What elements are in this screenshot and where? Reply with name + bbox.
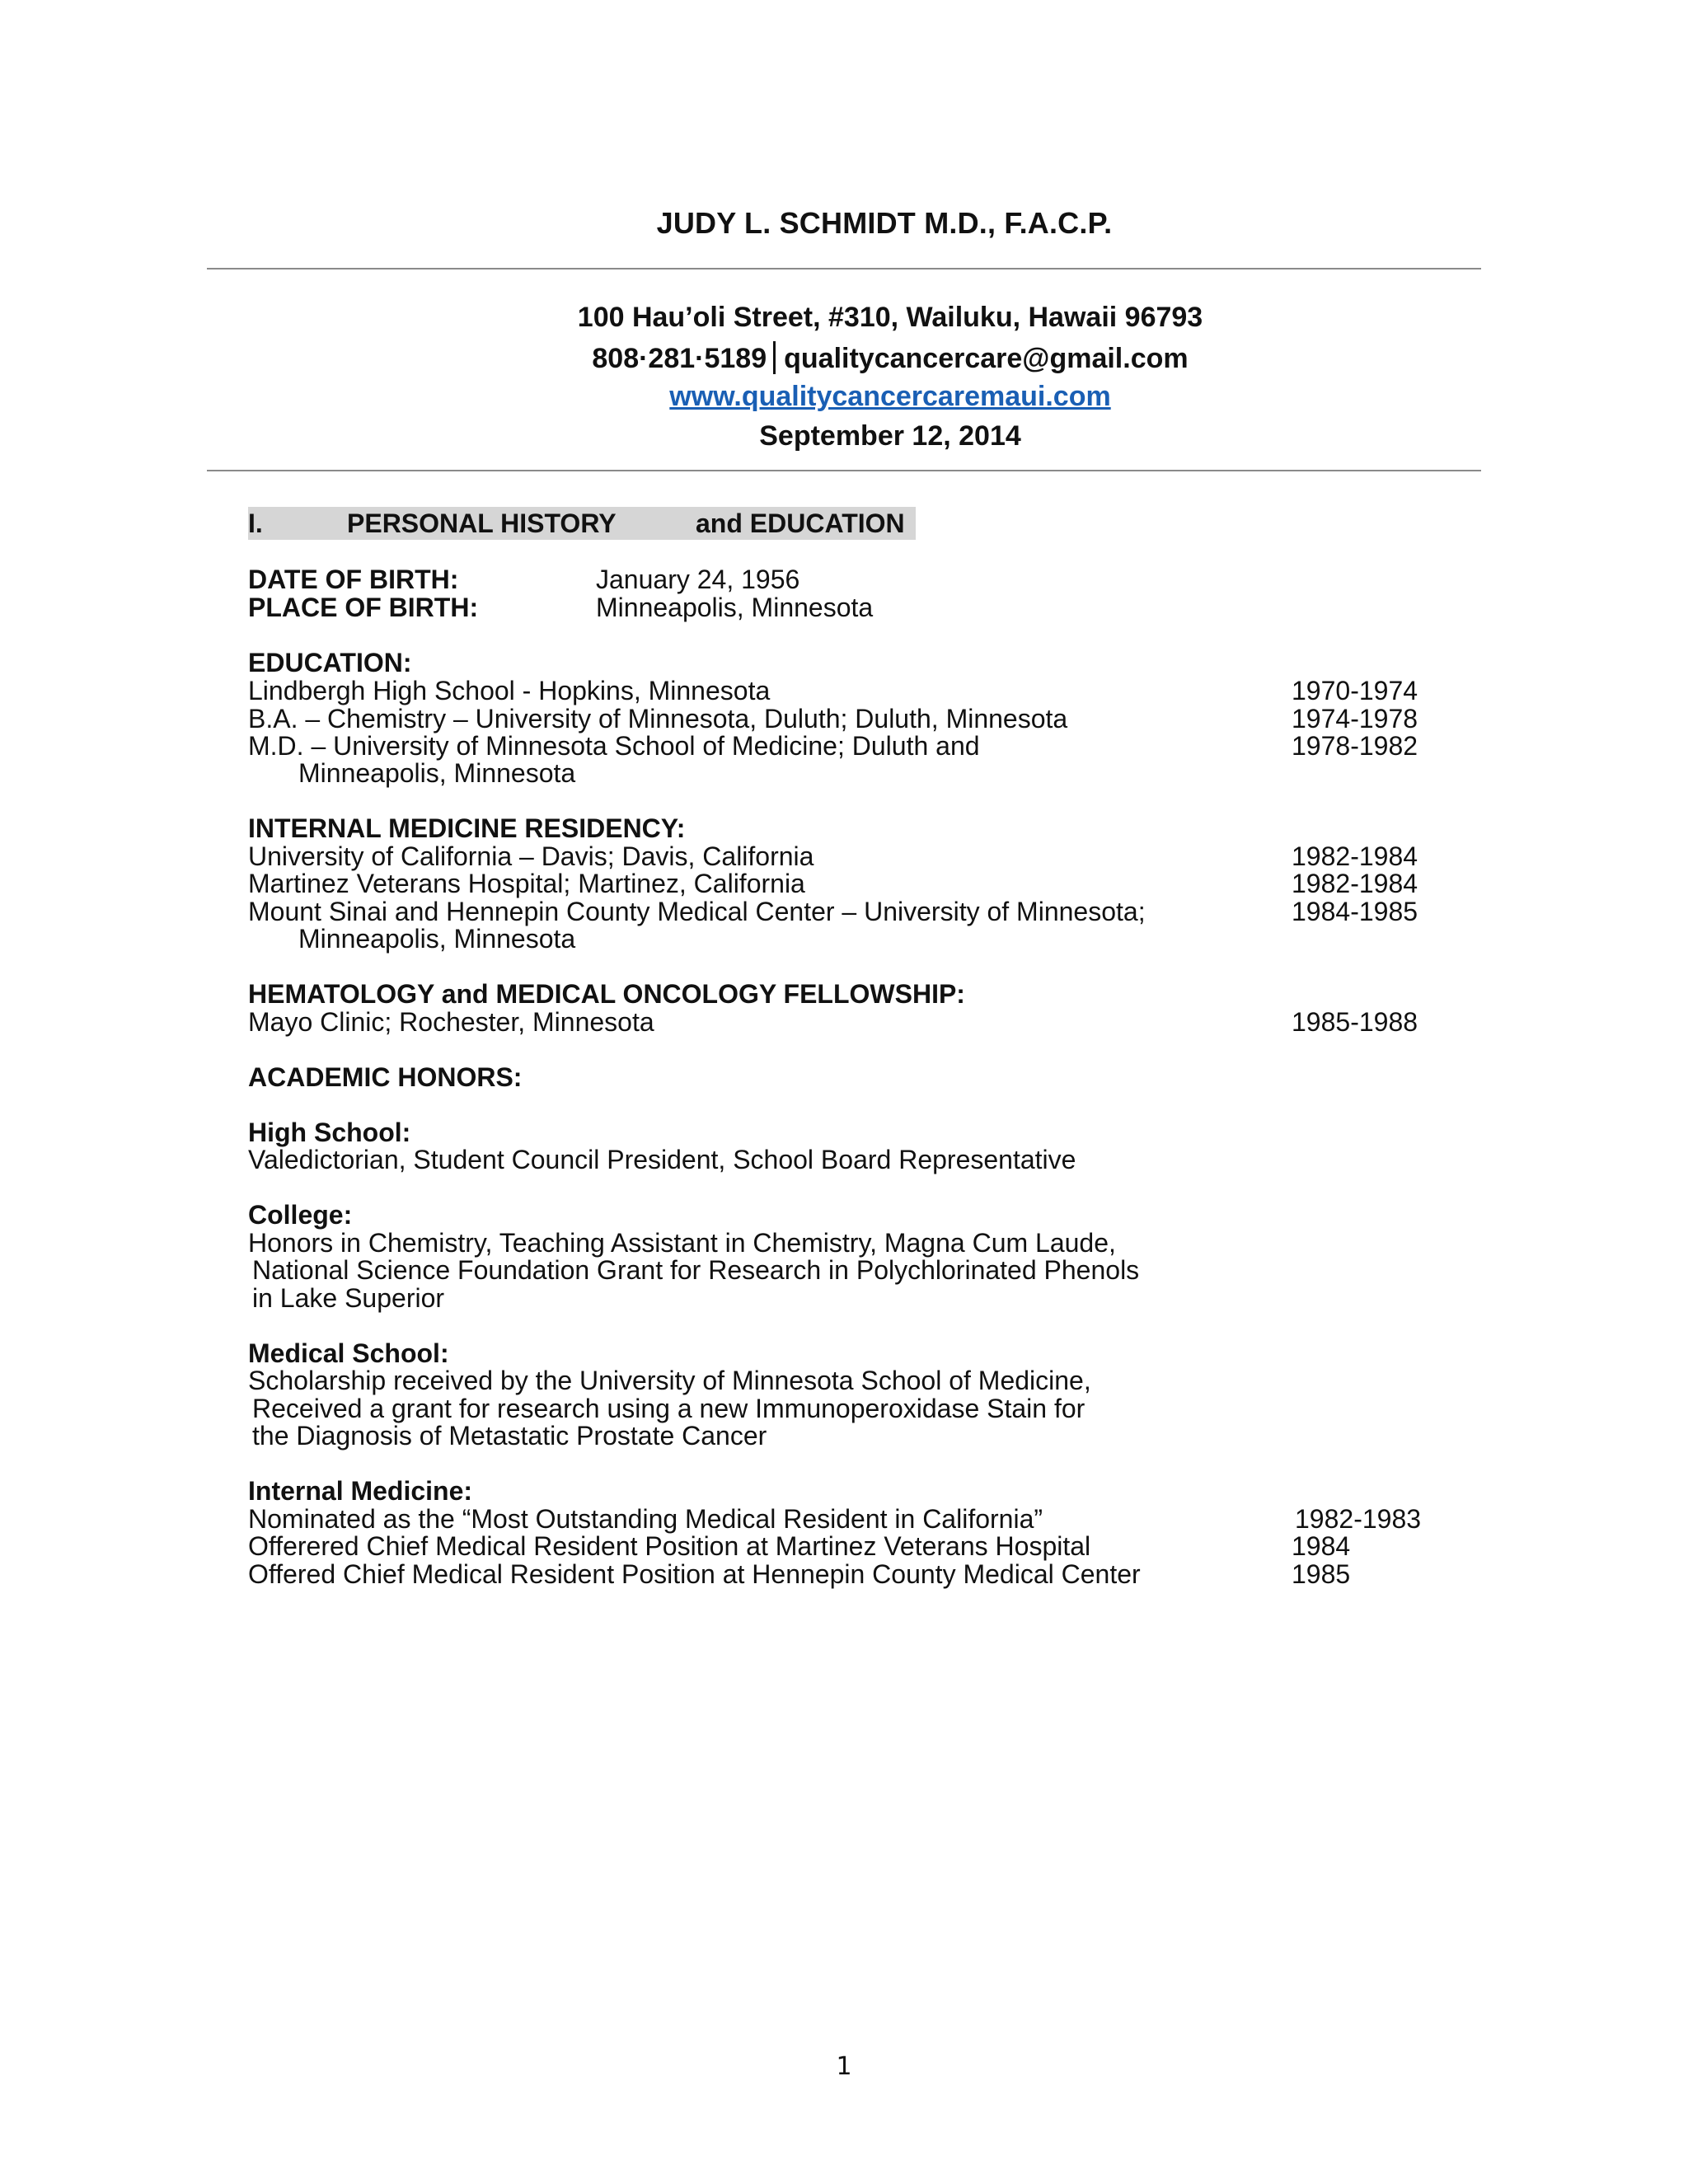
section-title-part2: and EDUCATION: [696, 509, 905, 538]
education-item: Lindbergh High School - Hopkins, Minnesota: [248, 676, 771, 705]
education-years: 1978-1982: [1292, 731, 1418, 761]
honors-heading: ACADEMIC HONORS:: [248, 1062, 523, 1092]
internal-medicine-years: 1984: [1292, 1531, 1351, 1561]
phone-number: 808·281·5189: [592, 343, 767, 374]
internal-medicine-honor: Offered Chief Medical Resident Position at Hennepin County Medical Center: [248, 1559, 1141, 1589]
residency-years: 1984-1985: [1292, 897, 1418, 926]
residency-years: 1982-1984: [1292, 869, 1418, 898]
internal-medicine-years: 1985: [1292, 1559, 1351, 1589]
residency-item: University of California – Davis; Davis, California: [248, 841, 814, 871]
medical-school-honor-line: Received a grant for research using a new Immunoperoxidase Stain for: [252, 1394, 1085, 1423]
residency-item: Mount Sinai and Hennepin County Medical Center – University of Minnesota;: [248, 897, 1146, 926]
internal-medicine-honor: Nominated as the “Most Outstanding Medical Resident in California”: [248, 1504, 1043, 1534]
section-title-part1: PERSONAL HISTORY: [347, 509, 617, 538]
header-bottom-rule: [207, 470, 1481, 471]
pob-value: Minneapolis, Minnesota: [596, 593, 874, 622]
education-years: 1970-1974: [1292, 676, 1418, 705]
separator-bar: [773, 341, 776, 374]
education-years: 1974-1978: [1292, 704, 1418, 733]
internal-medicine-heading: Internal Medicine:: [248, 1476, 473, 1506]
medical-school-honor-line: Scholarship received by the University of Minnesota School of Medicine,: [248, 1366, 1091, 1395]
residency-item-continued: Minneapolis, Minnesota: [298, 924, 576, 954]
fellowship-item: Mayo Clinic; Rochester, Minnesota: [248, 1007, 654, 1037]
medical-school-heading: Medical School:: [248, 1338, 449, 1368]
dob-value: January 24, 1956: [596, 565, 800, 594]
header-top-rule: [207, 268, 1481, 269]
education-item-continued: Minneapolis, Minnesota: [298, 758, 576, 788]
website-line: [0, 381, 1688, 413]
email-address[interactable]: qualitycancercare@gmail.com: [784, 343, 1189, 374]
education-item: M.D. – University of Minnesota School of Medicine; Duluth and: [248, 731, 980, 761]
section-number: I.: [248, 509, 263, 538]
page-number: 1: [836, 2052, 852, 2081]
dob-label: DATE OF BIRTH:: [248, 565, 459, 594]
document-date: September 12, 2014: [759, 420, 1021, 452]
education-heading: EDUCATION:: [248, 648, 412, 677]
internal-medicine-years: 1982-1983: [1295, 1504, 1422, 1534]
address: 100 Hau’oli Street, #310, Wailuku, Hawaii 96793: [577, 302, 1203, 333]
college-honor-line: in Lake Superior: [252, 1283, 445, 1313]
residency-item: Martinez Veterans Hospital; Martinez, California: [248, 869, 805, 898]
education-item: B.A. – Chemistry – University of Minnesota, Duluth; Duluth, Minnesota: [248, 704, 1068, 733]
fellowship-heading: HEMATOLOGY and MEDICAL ONCOLOGY FELLOWSHIP:: [248, 979, 965, 1009]
high-school-heading: High School:: [248, 1118, 411, 1147]
fellowship-years: 1985-1988: [1292, 1007, 1418, 1037]
residency-heading: INTERNAL MEDICINE RESIDENCY:: [248, 813, 686, 843]
pob-label: PLACE OF BIRTH:: [248, 593, 479, 622]
section-heading: [248, 507, 916, 540]
internal-medicine-honor: Offerered Chief Medical Resident Position at Martinez Veterans Hospital: [248, 1531, 1091, 1561]
college-honor-line: National Science Foundation Grant for Research in Polychlorinated Phenols: [252, 1255, 1140, 1285]
college-heading: College:: [248, 1200, 353, 1230]
high-school-honor: Valedictorian, Student Council President, School Board Representative: [248, 1145, 1076, 1174]
college-honor-line: Honors in Chemistry, Teaching Assistant in Chemistry, Magna Cum Laude,: [248, 1228, 1116, 1258]
website-link[interactable]: www.qualitycancercaremaui.com: [669, 381, 1111, 412]
medical-school-honor-line: the Diagnosis of Metastatic Prostate Cancer: [252, 1421, 767, 1451]
residency-years: 1982-1984: [1292, 841, 1418, 871]
contact-line: [0, 341, 1688, 375]
resume-name: JUDY L. SCHMIDT M.D., F.A.C.P.: [656, 206, 1113, 240]
